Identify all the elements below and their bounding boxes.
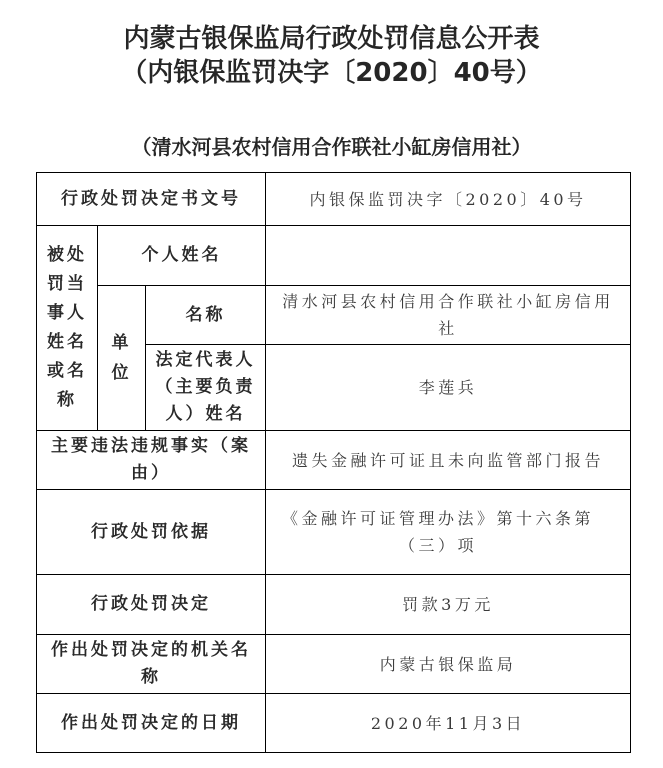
page-subtitle: （清水河县农村信用合作联社小缸房信用社） <box>131 135 532 159</box>
legal-rep-value: 李莲兵 <box>266 345 631 431</box>
page-title <box>0 0 663 90</box>
legal-rep-label: 法定代表人（主要负责人）姓名 <box>146 345 266 431</box>
table-row-facts <box>37 431 631 490</box>
unit-group-label: 单位 <box>98 286 146 431</box>
table-row-doc-number <box>37 173 631 226</box>
table-row-decision <box>37 575 631 635</box>
page-title-line2: （内银保监罚决字〔2020〕40号） <box>121 58 542 88</box>
basis-label: 行政处罚依据 <box>37 490 266 575</box>
penalty-table <box>36 172 631 753</box>
page-title-line1: 内蒙古银保监局行政处罚信息公开表 <box>123 24 540 54</box>
date-value: 2020年11月3日 <box>266 694 631 753</box>
authority-label: 作出处罚决定的机关名称 <box>37 635 266 694</box>
facts-label: 主要违法违规事实（案由） <box>37 431 266 490</box>
table-row-date <box>37 694 631 753</box>
party-name-group-label: 被处罚当事人姓名或名称 <box>37 226 98 431</box>
unit-name-value: 清水河县农村信用合作联社小缸房信用社 <box>266 286 631 345</box>
unit-name-label: 名称 <box>146 286 266 345</box>
facts-value: 遗失金融许可证且未向监管部门报告 <box>266 431 631 490</box>
basis-value: 《金融许可证管理办法》第十六条第（三）项 <box>266 490 631 575</box>
doc-number-label: 行政处罚决定书文号 <box>37 173 266 226</box>
table-row-basis <box>37 490 631 575</box>
individual-name-value <box>266 226 631 286</box>
authority-value: 内蒙古银保监局 <box>266 635 631 694</box>
table-row-authority <box>37 635 631 694</box>
date-label: 作出处罚决定的日期 <box>37 694 266 753</box>
table-row-unit-name <box>37 286 631 345</box>
individual-name-label: 个人姓名 <box>98 226 266 286</box>
decision-label: 行政处罚决定 <box>37 575 266 635</box>
doc-number-value: 内银保监罚决字〔2020〕40号 <box>266 173 631 226</box>
decision-value: 罚款3万元 <box>266 575 631 635</box>
table-row-individual-name <box>37 226 631 286</box>
